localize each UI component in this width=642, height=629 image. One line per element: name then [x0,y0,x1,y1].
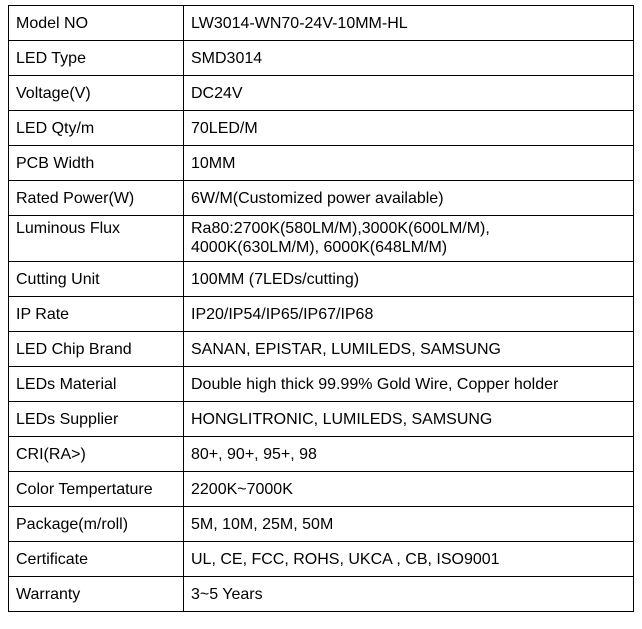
spec-value-package: 5M, 10M, 25M, 50M [184,507,634,542]
spec-label-certificate: Certificate [9,542,184,577]
table-row [9,262,634,297]
spec-label-led-chip-brand: LED Chip Brand [9,332,184,367]
spec-label-led-qty: LED Qty/m [9,111,184,146]
table-row [9,577,634,612]
table-row [9,6,634,41]
table-row [9,111,634,146]
spec-label-cri: CRI(RA>) [9,437,184,472]
table-row [9,216,634,262]
spec-label-ip-rate: IP Rate [9,297,184,332]
table-row [9,41,634,76]
spec-label-warranty: Warranty [9,577,184,612]
spec-value-warranty: 3~5 Years [184,577,634,612]
spec-value-luminous-flux: Ra80:2700K(580LM/M),3000K(600LM/M), 4000K(630LM/M), 6000K(648LM/M) [184,216,634,262]
spec-value-voltage: DC24V [184,76,634,111]
spec-label-voltage: Voltage(V) [9,76,184,111]
spec-label-leds-supplier: LEDs Supplier [9,402,184,437]
spec-value-cutting-unit: 100MM (7LEDs/cutting) [184,262,634,297]
spec-value-led-chip-brand: SANAN, EPISTAR, LUMILEDS, SAMSUNG [184,332,634,367]
table-row [9,332,634,367]
table-row [9,181,634,216]
spec-value-color-temperature: 2200K~7000K [184,472,634,507]
table-row [9,146,634,181]
table-row [9,297,634,332]
spec-table [8,5,634,612]
table-row [9,507,634,542]
table-row [9,542,634,577]
spec-label-cutting-unit: Cutting Unit [9,262,184,297]
spec-value-led-type: SMD3014 [184,41,634,76]
spec-value-led-qty: 70LED/M [184,111,634,146]
spec-value-leds-supplier: HONGLITRONIC, LUMILEDS, SAMSUNG [184,402,634,437]
spec-label-package: Package(m/roll) [9,507,184,542]
spec-value-cri: 80+, 90+, 95+, 98 [184,437,634,472]
spec-label-pcb-width: PCB Width [9,146,184,181]
spec-value-rated-power: 6W/M(Customized power available) [184,181,634,216]
spec-value-ip-rate: IP20/IP54/IP65/IP67/IP68 [184,297,634,332]
spec-label-luminous-flux: Luminous Flux [9,216,184,262]
table-row [9,76,634,111]
table-row [9,402,634,437]
spec-label-led-type: LED Type [9,41,184,76]
spec-label-model-no: Model NO [9,6,184,41]
spec-label-color-temperature: Color Tempertature [9,472,184,507]
table-row [9,437,634,472]
table-row [9,367,634,402]
spec-value-leds-material: Double high thick 99.99% Gold Wire, Copper holder [184,367,634,402]
spec-value-model-no: LW3014-WN70-24V-10MM-HL [184,6,634,41]
spec-value-certificate: UL, CE, FCC, ROHS, UKCA , CB, ISO9001 [184,542,634,577]
table-row [9,472,634,507]
spec-label-leds-material: LEDs Material [9,367,184,402]
spec-value-pcb-width: 10MM [184,146,634,181]
spec-label-rated-power: Rated Power(W) [9,181,184,216]
